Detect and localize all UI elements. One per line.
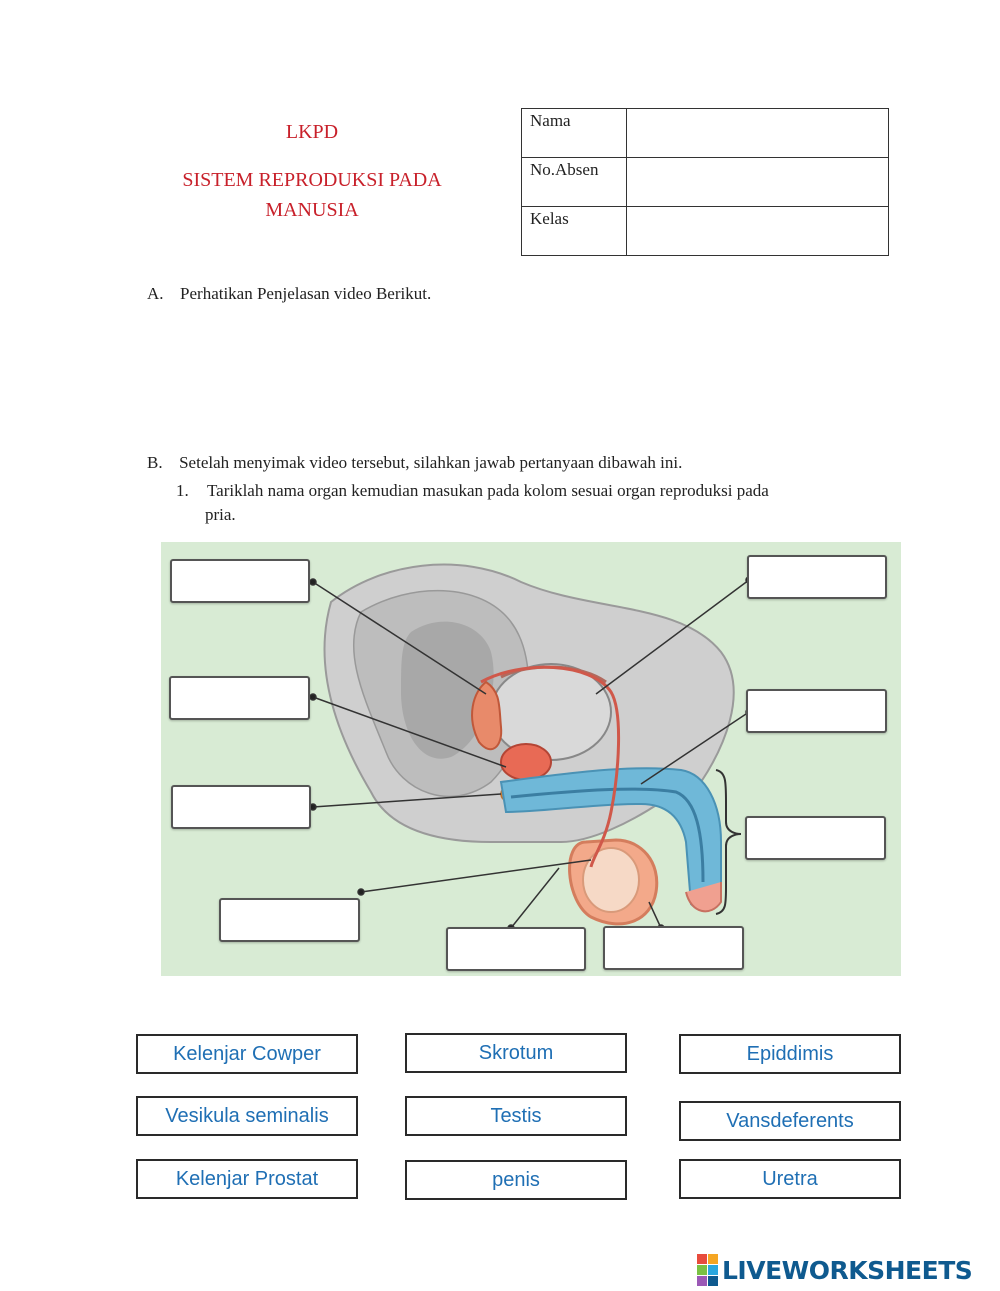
answer-kelenjar-cowper[interactable]: Kelenjar Cowper	[136, 1034, 358, 1074]
student-info-table	[521, 108, 889, 256]
question-1-number: 1.	[176, 481, 189, 500]
title-line-3: MANUSIA	[265, 199, 359, 221]
question-1-text: Tariklah nama organ kemudian masukan pada kolom sesuai organ reproduksi pada	[206, 481, 769, 500]
section-b-marker: B.	[147, 453, 163, 472]
drop-zone-4[interactable]	[219, 898, 360, 942]
drop-zone-8[interactable]	[746, 689, 887, 733]
title-lkpd: LKPD	[285, 121, 339, 143]
answer-skrotum[interactable]: Skrotum	[405, 1033, 627, 1073]
worksheet-title	[150, 119, 474, 225]
drop-zone-3[interactable]	[171, 785, 311, 829]
drop-zone-1[interactable]	[170, 559, 310, 603]
logo-text: LIVEWORKSHEETS	[722, 1255, 973, 1285]
drop-zone-9[interactable]	[745, 816, 886, 860]
no-absen-field[interactable]	[627, 158, 889, 207]
info-row-absen	[522, 158, 889, 207]
liveworksheets-logo	[697, 1254, 972, 1286]
drop-zone-6[interactable]	[603, 926, 744, 970]
section-a	[147, 282, 431, 306]
answer-kelenjar-prostat[interactable]: Kelenjar Prostat	[136, 1159, 358, 1199]
answer-testis[interactable]: Testis	[405, 1096, 627, 1136]
drop-zone-5[interactable]	[446, 927, 586, 971]
info-row-nama	[522, 109, 889, 158]
male-reproductive-diagram	[161, 542, 901, 976]
question-1	[176, 479, 876, 527]
label-kelas: Kelas	[522, 207, 627, 256]
section-b-text: Setelah menyimak video tersebut, silahkan jawab pertanyaan dibawah ini.	[179, 453, 683, 472]
drop-zone-2[interactable]	[169, 676, 310, 720]
question-1-text-cont: pria.	[205, 505, 236, 524]
section-a-marker: A.	[147, 284, 164, 303]
answer-epiddimis[interactable]: Epiddimis	[679, 1034, 901, 1074]
title-line-2: SISTEM REPRODUKSI PADA	[182, 169, 442, 191]
section-a-text: Perhatikan Penjelasan video Berikut.	[180, 284, 432, 303]
drop-zone-7[interactable]	[747, 555, 887, 599]
nama-field[interactable]	[627, 109, 889, 158]
answer-penis[interactable]: penis	[405, 1160, 627, 1200]
label-no-absen: No.Absen	[522, 158, 627, 207]
kelas-field[interactable]	[627, 207, 889, 256]
answer-uretra[interactable]: Uretra	[679, 1159, 901, 1199]
logo-blocks-icon	[697, 1254, 718, 1286]
label-nama: Nama	[522, 109, 627, 158]
section-b	[147, 451, 682, 475]
answer-vansdeferents[interactable]: Vansdeferents	[679, 1101, 901, 1141]
answer-vesikula-seminalis[interactable]: Vesikula seminalis	[136, 1096, 358, 1136]
info-row-kelas	[522, 207, 889, 256]
